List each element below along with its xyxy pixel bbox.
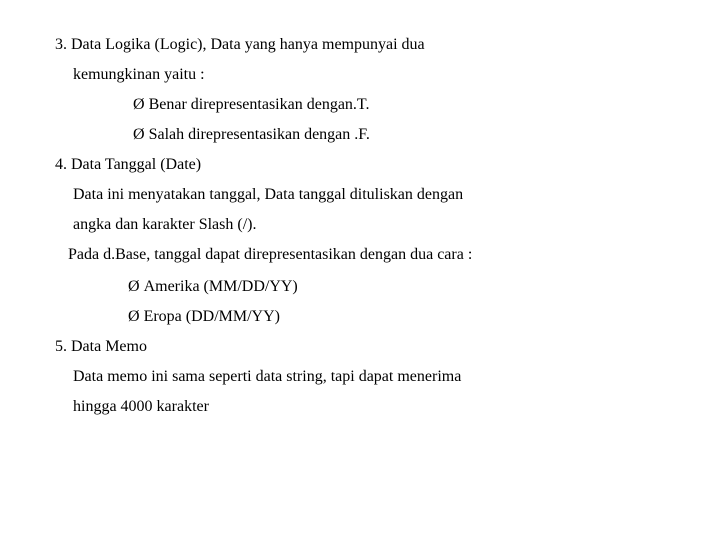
section-date-desc-line1: Data ini menyatakan tanggal, Data tanggal dituliskan dengan [73, 186, 464, 203]
section-memo-heading: 5. Data Memo [55, 338, 147, 355]
logic-item-false [133, 126, 370, 144]
section-date-desc-line2: angka dan karakter Slash (/). [73, 216, 257, 233]
section-logic-heading: 3. Data Logika (Logic), Data yang hanya mempunyai dua [55, 36, 425, 53]
section-date-heading: 4. Data Tanggal (Date) [55, 156, 202, 173]
section-memo-desc-line1: Data memo ini sama seperti data string, tapi dapat menerima [73, 368, 462, 385]
section-memo-desc-line2: hingga 4000 karakter [73, 398, 209, 415]
date-item-europe-text: Eropa (DD/MM/YY) [143, 308, 280, 325]
date-item-europe [128, 308, 280, 326]
logic-item-true [133, 96, 370, 114]
logic-item-false-text: Salah direpresentasikan dengan .F. [148, 126, 370, 143]
date-item-america-text: Amerika (MM/DD/YY) [143, 278, 298, 295]
section-logic-continuation: kemungkinan yaitu : [73, 66, 205, 83]
bullet-arrow-icon: Ø [128, 308, 140, 325]
bullet-arrow-icon: Ø [133, 126, 145, 143]
logic-item-true-text: Benar direpresentasikan dengan.T. [148, 96, 370, 113]
date-item-america [128, 278, 298, 296]
section-date-note: Pada d.Base, tanggal dapat direpresentasikan dengan dua cara : [68, 246, 473, 263]
bullet-arrow-icon: Ø [128, 278, 140, 295]
bullet-arrow-icon: Ø [133, 96, 145, 113]
